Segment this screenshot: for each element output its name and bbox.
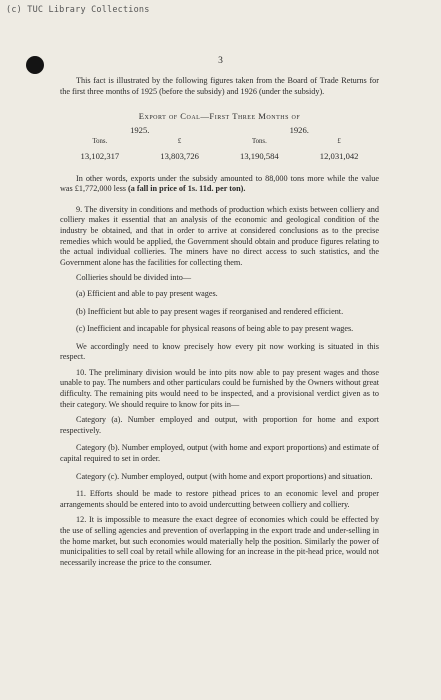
category-c: Category (c). Number employed, output (with home and export proportions) and situation. <box>76 471 373 481</box>
summary-bold: (a fall in price of 1s. 11d. per ton). <box>128 184 246 194</box>
paragraph-12: 12. It is impossible to measure the exact degree of economies which could be effected by the use of selling agencies and prevention of overlapping in the export trade and under-selling in the home market, but such economies would materially help the position. Similarly the power of municipalities to sell coal by retail while allowing for an increase in the pit-head price, would not necessarily increase the price to the consumer. <box>60 515 379 567</box>
category-b: Category (b). Number employed, output (with home and export proportions) and estimate of capital required to set in order. <box>60 443 379 464</box>
need-to-know-paragraph: We accordingly need to know precisely how every pit now working is situated in this respect. <box>60 341 379 362</box>
unit-pounds-1926: £ <box>337 138 341 146</box>
document-body <box>60 76 379 573</box>
colliery-class-a: (a) Efficient and able to pay present wages. <box>76 288 218 298</box>
unit-tons-1925: Tons. <box>92 138 108 146</box>
colliery-class-c: (c) Inefficient and incapable for physical reasons of being able to pay present wages. <box>76 324 354 334</box>
summary-paragraph <box>60 174 379 195</box>
value-tons-1925: 13,102,317 <box>80 150 120 161</box>
unit-pounds-1925: £ <box>177 138 182 146</box>
page-number: 3 <box>218 56 223 66</box>
year-1926: 1926. <box>289 124 309 135</box>
table-year-row <box>60 125 379 136</box>
table-title: Export of Coal—First Three Months of <box>138 111 301 122</box>
category-a: Category (a). Number employed and output, with proportion for home and export respectively. <box>60 415 379 435</box>
colliery-class-b: (b) Inefficient but able to pay present wages if reorganised and rendered efficient. <box>76 306 344 316</box>
year-1925: 1925. <box>130 124 150 135</box>
summary-text: In other words, exports under the subsidy amounted to 88,000 tons more while the value was £1,772,000 less <box>60 173 379 194</box>
value-tons-1926: 13,190,584 <box>240 150 279 161</box>
table-unit-row <box>60 137 379 148</box>
collieries-intro: Collieries should be divided into— <box>76 273 192 283</box>
paragraph-11: 11. Efforts should be made to restore pithead prices to an economic level and proper arrangements should be entered into to avoid undercutting between colliery and colliery. <box>60 489 379 509</box>
paragraph-10: 10. The preliminary division would be into pits now able to pay present wages and those unable to pay. The numbers and other particulars could be furnished by the Owners without great difficulty. The remaining pits would need to be inspected, and a provisional verdict given as to their category. We should require to know for pits in— <box>60 367 379 409</box>
paragraph-9: 9. The diversity in conditions and methods of production which exists between colliery and colliery makes it essential that an analysis of the economic and geological condition of the industry be obtained, and that in order to arrive at considered conclusions as to the precise remedies which would be applied, the Government should obtain and produce figures relating to the actual individual collieries. The miners have no direct access to such statistics, and the Government alone has the facilities for collecting them. <box>60 204 379 267</box>
value-pounds-1926: 12,031,042 <box>319 150 359 161</box>
table-value-row <box>60 151 379 162</box>
unit-tons-1926: Tons. <box>251 138 267 146</box>
value-pounds-1925: 13,803,726 <box>160 150 199 161</box>
collection-watermark: (c) TUC Library Collections <box>6 5 150 15</box>
intro-paragraph: This fact is illustrated by the following figures taken from the Board of Trade Returns for the first three months of 1925 (before the subsidy) and 1926 (under the subsidy). <box>60 76 379 96</box>
